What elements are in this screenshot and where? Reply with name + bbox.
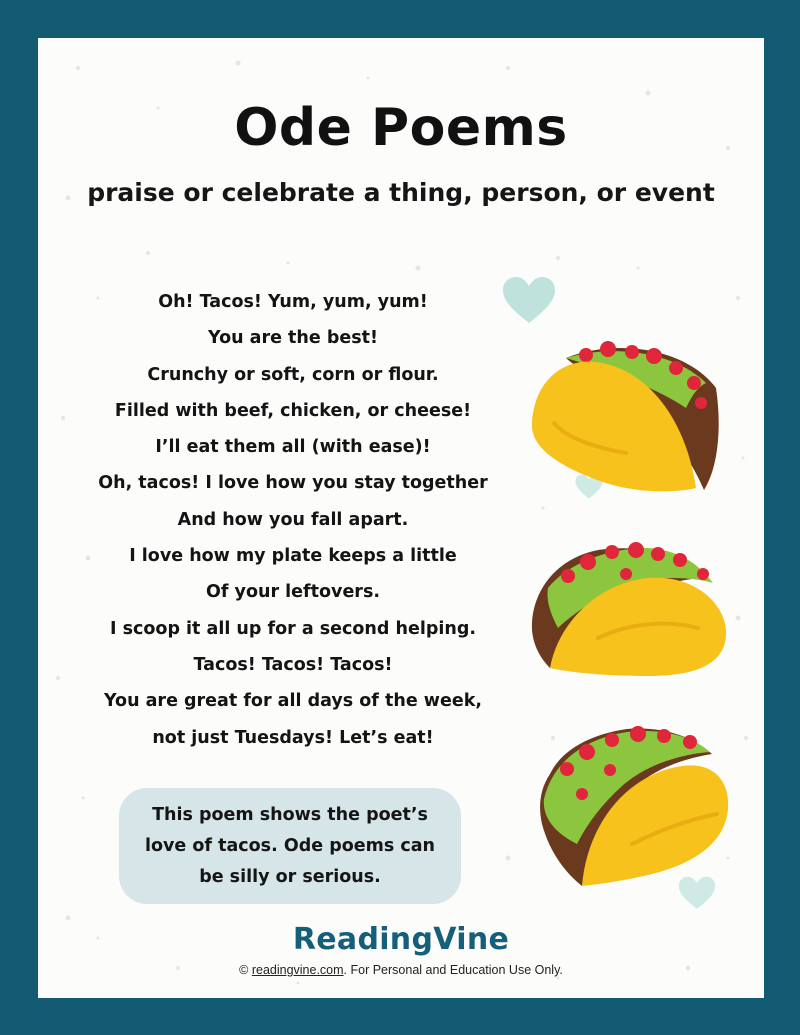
copyright-text: . For Personal and Education Use Only. [343,963,563,977]
explanation-note [119,788,461,904]
worksheet-page [38,38,764,998]
taco-icon [526,328,726,498]
copyright-line [38,963,764,977]
page-subtitle: praise or celebrate a thing, person, or event [87,178,715,207]
poem [68,284,518,756]
poem-line: not just Tuesdays! Let’s eat! [152,727,434,748]
note-line: be silly or serious. [199,866,381,887]
taco-icon [528,528,728,678]
poem-line: Of your leftovers. [205,582,381,603]
poem-line: I scoop it all up for a second helping. [110,618,476,639]
poem-line: You are the best! [208,328,378,349]
copyright-symbol: © [239,963,249,977]
taco-icon [532,714,732,889]
poem-line: Crunchy or soft, corn or flour. [147,364,439,385]
poem-line: Tacos! Tacos! Tacos! [193,654,393,675]
poem-line: Oh! Tacos! Yum, yum, yum! [158,292,428,312]
poem-line: I’ll eat them all (with ease)! [155,437,431,458]
poem-line: You are great for all days of the week, [103,691,482,712]
poem-line: I love how my plate keeps a little [129,546,457,567]
poem-line: And how you fall apart. [177,509,409,530]
note-line: love of tacos. Ode poems can [144,835,435,856]
poem-line: Oh, tacos! I love how you stay together [98,473,488,494]
page-title: Ode Poems [234,98,568,158]
brand-logo: ReadingVine [292,922,510,957]
note-line: This poem shows the poet’s [152,804,428,825]
heart-icon [501,276,557,326]
site-link[interactable]: readingvine.com [251,963,344,977]
poem-line: Filled with beef, chicken, or cheese! [114,400,472,421]
